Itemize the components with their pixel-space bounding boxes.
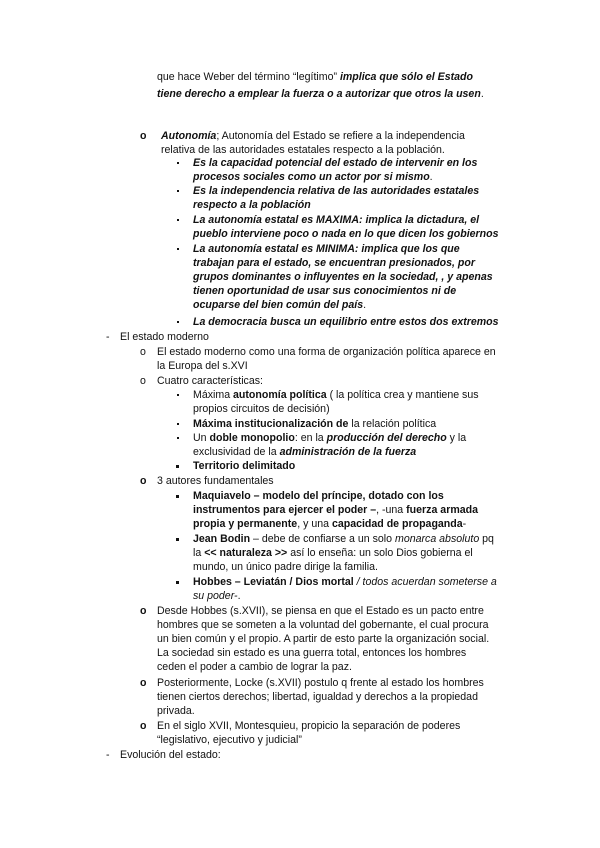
text-span: .: [480, 88, 484, 100]
bullet-o-marker: o: [140, 605, 147, 617]
text-line: La sociedad sin estado es una guerra total, entonces los hombres: [157, 647, 467, 659]
bullet-o-marker: o: [140, 720, 147, 732]
text-line: [193, 575, 497, 589]
text-line: En el siglo XVII, Montesquieu, propicio la separación de poderes: [157, 720, 461, 732]
bullet-dot: [177, 190, 179, 192]
bullet-dot: [177, 248, 179, 250]
text-line: [193, 532, 494, 546]
bold-text: Hobbes – Leviatán / Dios mortal: [193, 576, 354, 588]
text-span: exclusividad de la: [193, 446, 280, 458]
text-span: .: [237, 590, 241, 602]
italic-text: monarca absoluto: [395, 533, 480, 545]
text-span: -: [462, 518, 467, 530]
text-line: [161, 129, 465, 143]
text-line: propios circuitos de decisión): [193, 403, 330, 415]
text-span: , -una: [376, 504, 407, 516]
bullet-dot: [177, 394, 179, 396]
text-line: [193, 517, 466, 531]
bullet-square: [176, 581, 179, 584]
text-line: [193, 388, 479, 402]
text-line: El estado moderno como una forma de organización política aparece en: [157, 346, 496, 358]
bold-text: autonomía política: [233, 389, 327, 401]
text-line: respecto a la población: [193, 199, 311, 211]
text-span: que hace Weber del término “legítimo”: [157, 71, 340, 83]
text-line: La democracia busca un equilibrio entre estos dos extremos: [193, 316, 499, 328]
text-line: la Europa del s.XVI: [157, 360, 248, 372]
text-line: un bien común y el propio. A partir de esto parte la organización social.: [157, 633, 490, 645]
text-line: 3 autores fundamentales: [157, 475, 274, 487]
dash-marker: -: [106, 749, 110, 761]
emphasis-text: tiene derecho a emplear la fuerza o a autorizar que otros la usen: [157, 88, 481, 100]
text-line: grupos dominantes o influyentes en la sociedad, , y apenas: [193, 271, 493, 283]
emphasis-text: procesos sociales como un actor por si mismo: [193, 171, 430, 183]
text-line: Desde Hobbes (s.XVII), se piensa en que el Estado es un pacto entre: [157, 605, 484, 617]
text-span: : en la: [294, 432, 327, 444]
text-span: .: [363, 299, 367, 311]
text-line: Cuatro características:: [157, 375, 263, 387]
text-line: “legislativo, ejecutivo y judicial”: [157, 734, 302, 746]
text-span: y la: [446, 432, 467, 444]
text-line: hombres que se someten a la voluntad del gobernante, el cual procura: [157, 619, 489, 631]
bullet-square: [176, 465, 179, 468]
italic-text: / todos acuerdan someterse a: [353, 576, 497, 588]
bullet-o-marker: o: [140, 475, 147, 487]
text-line: Es la independencia relativa de las autoridades estatales: [193, 185, 480, 197]
dash-marker: -: [106, 331, 110, 343]
bold-text: Máxima institucionalización de: [193, 418, 349, 430]
text-span: ; Autonomía del Estado se refiere a la independencia: [216, 130, 465, 142]
bold-text: Jean Bodin: [193, 533, 251, 545]
emphasis-text: administración de la fuerza: [279, 446, 417, 458]
text-span: la relación política: [348, 418, 437, 430]
text-line: [193, 431, 466, 445]
text-line: mundo, un único padre dirige la familia.: [193, 561, 378, 573]
text-span: , y una: [297, 518, 332, 530]
emphasis-text: producción del derecho: [326, 432, 447, 444]
bullet-square: [176, 495, 179, 498]
bold-text: instrumentos para ejercer el poder –: [193, 504, 377, 516]
bold-text: fuerza armada: [406, 504, 478, 516]
text-line: tienen oportunidad de usar sus conocimientos ni de: [193, 285, 457, 297]
bullet-dot: [177, 437, 179, 439]
text-line: ceden el poder a cambio de lograr la paz.: [157, 661, 352, 673]
text-line: [193, 503, 478, 517]
text-span: – debe de confiarse a un solo: [250, 533, 395, 545]
section-heading: El estado moderno: [120, 331, 209, 343]
text-span: así lo enseña: un solo Dios gobierna el: [287, 547, 473, 559]
bullet-o-marker: o: [140, 346, 146, 358]
text-line: La autonomía estatal es MINIMA: implica que los que: [193, 243, 460, 255]
text-line: relativa de las autoridades estatales respecto a la población.: [161, 144, 445, 156]
bullet-square: [176, 538, 179, 541]
text-line: [193, 170, 433, 184]
bold-text: capacidad de propaganda: [331, 518, 463, 530]
bold-text: << naturaleza >>: [204, 547, 288, 559]
text-line: Es la capacidad potencial del estado de intervenir en los: [193, 157, 478, 169]
text-line: trabajan para el estado, se encuentran presionados, por: [193, 257, 475, 269]
text-line: tienen ciertos derechos; libertad, igualdad y derechos a la propiedad: [157, 691, 478, 703]
text-span: ( la política crea y mantiene sus: [326, 389, 479, 401]
text-span: pq: [479, 533, 494, 545]
italic-text: su poder-: [193, 590, 238, 602]
text-line: pueblo interviene poco o nada en lo que dicen los gobiernos: [193, 228, 499, 240]
text-line: privada.: [157, 705, 195, 717]
bullet-dot: [177, 162, 179, 164]
bullet-o-marker: o: [140, 375, 146, 387]
text-line: [193, 589, 241, 603]
text-line: [193, 417, 436, 431]
text-span: .: [429, 171, 433, 183]
text-line: [193, 298, 366, 312]
text-line: Territorio delimitado: [193, 460, 296, 472]
text-span: la: [193, 547, 205, 559]
bullet-dot: [177, 321, 179, 323]
bullet-o-marker: o: [140, 677, 147, 689]
text-line: [193, 445, 416, 459]
bold-text: doble monopolio: [209, 432, 295, 444]
text-line: Maquiavelo – modelo del príncipe, dotado con los: [193, 490, 444, 502]
bullet-dot: [177, 219, 179, 221]
text-span: Un: [193, 432, 210, 444]
text-line: [157, 87, 484, 101]
bold-text: propia y permanente: [193, 518, 298, 530]
emphasis-text: implica que sólo el Estado: [339, 71, 473, 83]
text-line: La autonomía estatal es MAXIMA: implica la dictadura, el: [193, 214, 480, 226]
emphasis-text: ocuparse del bien común del país: [193, 299, 364, 311]
text-line: [193, 546, 473, 560]
text-span: Máxima: [193, 389, 234, 401]
section-heading: Evolución del estado:: [120, 749, 221, 761]
bullet-dot: [177, 423, 179, 425]
text-line: [157, 70, 473, 84]
term-heading: Autonomía: [161, 130, 217, 142]
text-line: Posteriormente, Locke (s.XVII) postulo q frente al estado los hombres: [157, 677, 484, 689]
bullet-o-marker: o: [140, 130, 147, 142]
